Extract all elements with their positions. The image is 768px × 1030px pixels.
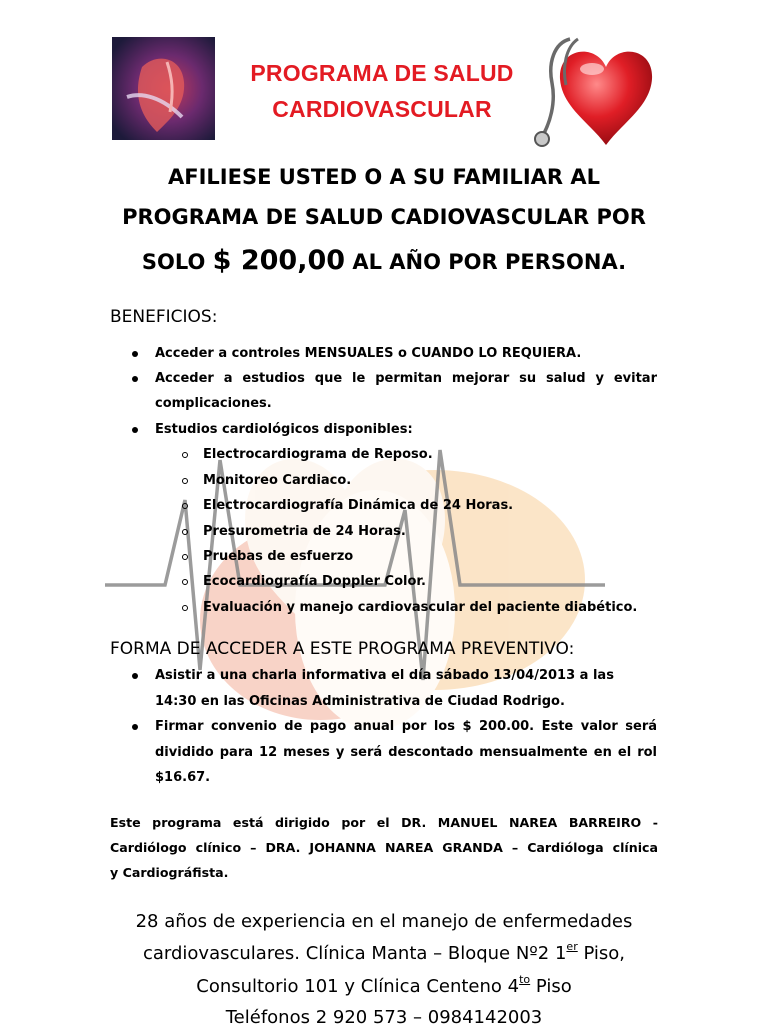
study-item: Electrocardiograma de Reposo. [203, 447, 433, 462]
banner-title-line-2: CARDIOVASCULAR [272, 96, 492, 122]
study-item: Pruebas de esfuerzo [203, 549, 354, 564]
study-item: Ecocardiografía Doppler Color. [203, 574, 426, 589]
director-line-3: y Cardiográfista. [110, 865, 229, 880]
sub-bullet-circle [182, 554, 188, 560]
bullet-dot [132, 427, 138, 433]
sub-bullet-circle [182, 452, 188, 458]
headline-line-1: AFILIESE USTED O A SU FAMILIAR AL [168, 165, 600, 189]
footer-line-2-sup: er [566, 940, 578, 953]
study-item: Presurometria de 24 Horas. [203, 524, 406, 539]
study-item: Monitoreo Cardiaco. [203, 473, 352, 488]
footer-line-2 [90, 942, 678, 966]
sub-bullet-circle [182, 503, 188, 509]
access-heading: FORMA DE ACCEDER A ESTE PROGRAMA PREVENTIVO: [110, 639, 575, 659]
anatomical-heart-illustration-icon [112, 37, 215, 140]
benefit-item-1: Acceder a controles MENSUALES o CUANDO LO REQUIERA. [155, 346, 582, 361]
banner-title-line-1: PROGRAMA DE SALUD [250, 60, 514, 86]
headline-pre-text: SOLO [141, 250, 213, 274]
bullet-dot [132, 673, 138, 679]
sub-bullet-circle [182, 579, 188, 585]
access-item-2-line-3: $16.67. [155, 770, 211, 785]
benefit-item-3: Estudios cardiológicos disponibles: [155, 422, 413, 437]
headline-line-3 [90, 245, 678, 276]
access-item-1-line-1: Asistir a una charla informativa el día sábado 13/04/2013 a las [155, 668, 614, 683]
headline-line-2: PROGRAMA DE SALUD CADIOVASCULAR POR [122, 205, 646, 229]
bullet-dot [132, 376, 138, 382]
study-item: Evaluación y manejo cardiovascular del paciente diabético. [203, 600, 638, 615]
director-line-1: Este programa está dirigido por el DR. MANUEL NAREA BARREIRO - [110, 815, 658, 830]
sub-bullet-circle [182, 605, 188, 611]
footer-line-2-pre: cardiovasculares. Clínica Manta – Bloque Nº2 1 [142, 943, 567, 964]
access-item-2-line-1: Firmar convenio de pago anual por los $ 200.00. Este valor será [155, 719, 657, 734]
footer-phones: Teléfonos 2 920 573 – 0984142003 [225, 1007, 543, 1028]
bullet-dot [132, 724, 138, 730]
sub-bullet-circle [182, 529, 188, 535]
access-item-2-line-2: dividido para 12 meses y será descontado mensualmente en el rol [155, 745, 657, 760]
headline-post-text: AL AÑO POR PERSONA. [345, 250, 627, 274]
director-line-2: Cardiólogo clínico – DRA. JOHANNA NAREA GRANDA – Cardióloga clínica [110, 840, 658, 855]
footer-line-3-sup: to [519, 973, 531, 986]
bullet-dot [132, 351, 138, 357]
benefit-item-2-line-2: complicaciones. [155, 396, 272, 411]
footer-line-3-post: Piso [530, 976, 572, 997]
footer-line-3-pre: Consultorio 101 y Clínica Centeno 4 [196, 976, 520, 997]
access-item-1-line-2: 14:30 en las Oficinas Administrativa de Ciudad Rodrigo. [155, 694, 565, 709]
benefit-item-2-line-1: Acceder a estudios que le permitan mejorar su salud y evitar [155, 371, 657, 386]
headline-price: $ 200,00 [212, 245, 346, 276]
footer-line-2-post: Piso, [577, 943, 626, 964]
heart-stethoscope-icon [532, 33, 658, 153]
sub-bullet-circle [182, 478, 188, 484]
footer-line-1: 28 años de experiencia en el manejo de enfermedades [135, 911, 633, 932]
footer-line-3 [90, 975, 678, 999]
study-item: Electrocardiografía Dinámica de 24 Horas. [203, 498, 514, 513]
benefits-heading: BENEFICIOS: [110, 307, 218, 327]
